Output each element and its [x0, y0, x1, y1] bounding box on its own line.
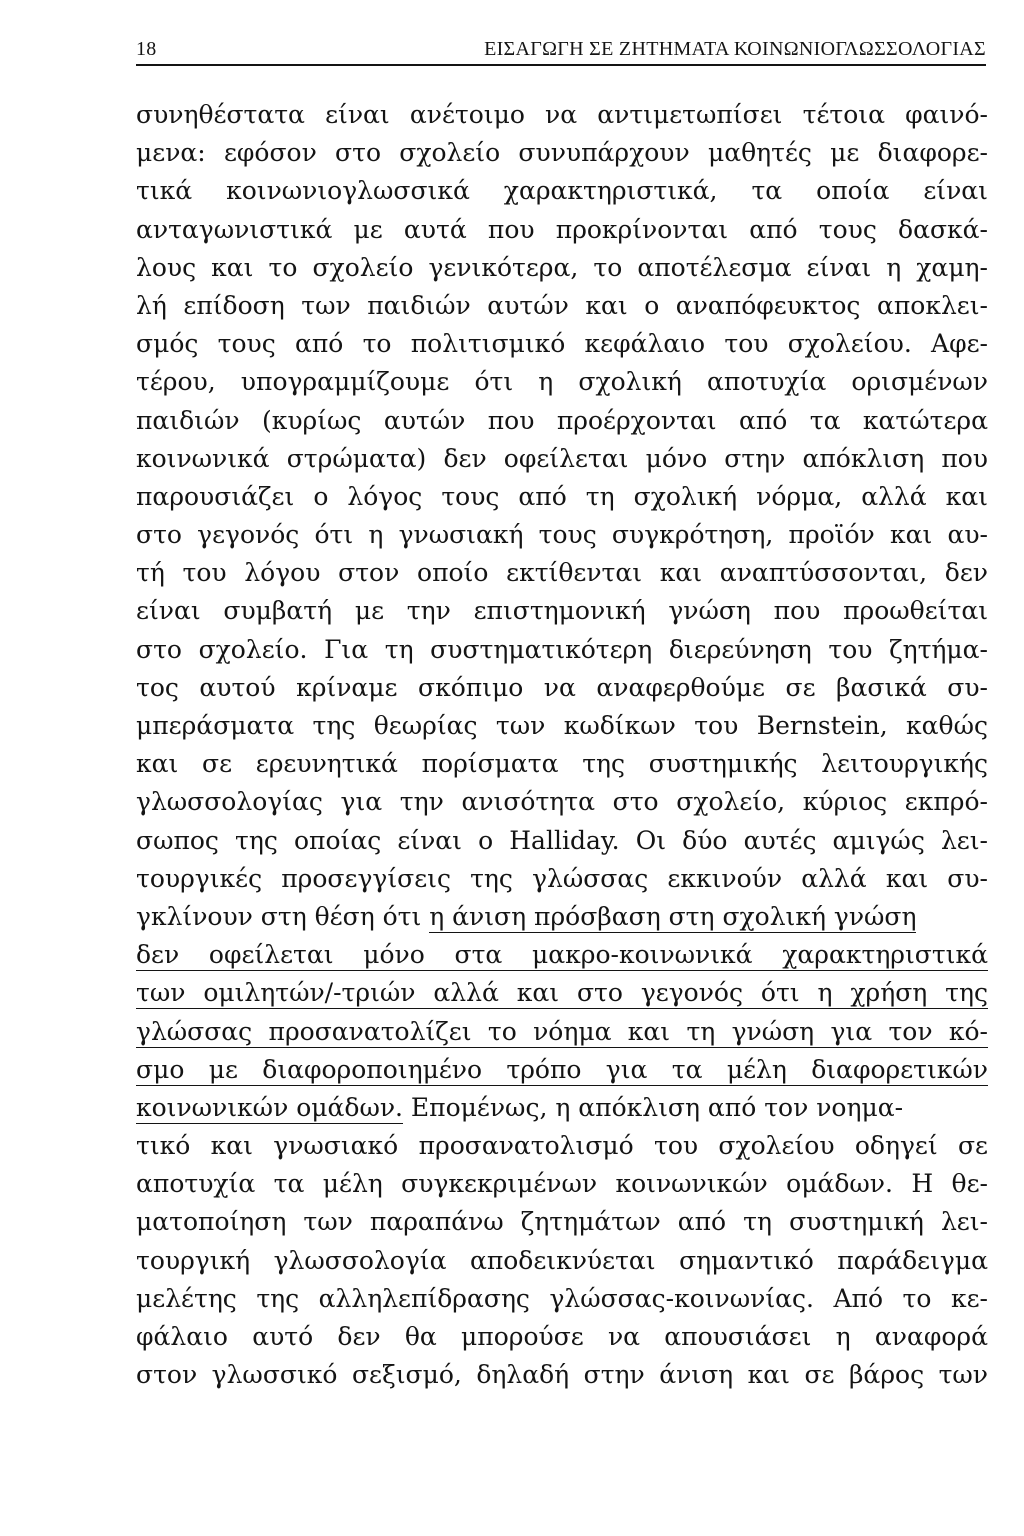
text-line-partially-underlined	[136, 1089, 988, 1127]
underlined-text: των ομιλητών/-τριών αλλά και στο γεγονός ότι η χρήση της	[136, 978, 988, 1008]
text-line: κοινωνικά στρώματα) δεν οφείλεται μόνο στην απόκλιση που	[136, 443, 988, 473]
text-line: τουργικές προσεγγίσεις της γλώσσας εκκινούν αλλά και συ-	[136, 863, 988, 893]
text-line: ανταγωνιστικά με αυτά που προκρίνονται από τους δασκά-	[136, 214, 988, 244]
text-line: λή επίδοση των παιδιών αυτών και ο αναπόφευκτος αποκλει-	[136, 290, 988, 320]
underlined-text: κοινωνικών ομάδων.	[136, 1092, 403, 1122]
text-line: τουργική γλωσσολογία αποδεικνύεται σημαντικό παράδειγμα	[136, 1245, 988, 1275]
text-line: τέρου, υπογραμμίζουμε ότι η σχολική αποτυχία ορισμένων	[136, 367, 988, 397]
text-line: είναι συμβατή με την επιστημονική γνώση που προωθείται	[136, 596, 988, 626]
text-line: μενα: εφόσον στο σχολείο συνυπάρχουν μαθητές με διαφορε-	[136, 138, 988, 168]
text-line: λους και το σχολείο γενικότερα, το αποτέλεσμα είναι η χαμη-	[136, 252, 988, 282]
page-number: 18	[136, 38, 157, 60]
text-line-underlined	[136, 1051, 988, 1089]
text-line: γλωσσολογίας για την ανισότητα στο σχολείο, κύριος εκπρό-	[136, 787, 988, 817]
body-paragraph	[136, 96, 988, 1394]
text-line: τος αυτού κρίναμε σκόπιμο να αναφερθούμε σε βασικά συ-	[136, 672, 988, 702]
text-line: στο σχολείο. Για τη συστηματικότερη διερεύνηση του ζητήμα-	[136, 634, 988, 664]
text-line: σμός τους από το πολιτισμικό κεφάλαιο του σχολείου. Αφε-	[136, 329, 988, 359]
underlined-text: δεν οφείλεται μόνο στα μακρο-κοινωνικά χαρακτηριστικά	[136, 940, 988, 970]
text-line: σωπος της οποίας είναι ο Halliday. Οι δύο αυτές αμιγώς λει-	[136, 825, 988, 855]
underlined-text: γλώσσας προσανατολίζει το νόημα και τη γνώση για τον κό-	[136, 1016, 988, 1046]
text-line: παιδιών (κυρίως αυτών που προέρχονται από τα κατώτερα	[136, 405, 988, 435]
text-line: αποτυχία τα μέλη συγκεκριμένων κοινωνικών ομάδων. Η θε-	[136, 1169, 988, 1199]
text-line: τή του λόγου στον οποίο εκτίθενται και αναπτύσσονται, δεν	[136, 558, 988, 588]
text-line: μελέτης της αλληλεπίδρασης γλώσσας-κοινωνίας. Από το κε-	[136, 1283, 988, 1313]
text-line: τικά κοινωνιογλωσσικά χαρακτηριστικά, τα οποία είναι	[136, 176, 988, 206]
text-line: στο γεγονός ότι η γνωσιακή τους συγκρότηση, προϊόν και αυ-	[136, 520, 988, 550]
text-line-partially-underlined	[136, 898, 988, 936]
text-line-underlined	[136, 974, 988, 1012]
running-title: ΕΙΣΑΓΩΓΗ ΣΕ ΖΗΤΗΜΑΤΑ ΚΟΙΝΩΝΙΟΓΛΩΣΣΟΛΟΓΙΑΣ	[484, 38, 986, 60]
underlined-text: σμο με διαφοροποιημένο τρόπο για τα μέλη διαφορετικών	[136, 1054, 988, 1084]
text-line: τικό και γνωσιακό προσανατολισμό του σχολείου οδηγεί σε	[136, 1131, 988, 1161]
running-head	[136, 34, 986, 66]
text-line: φάλαιο αυτό δεν θα μπορούσε να απουσιάσει η αναφορά	[136, 1322, 988, 1351]
text-line-underlined	[136, 1013, 988, 1051]
text-line: παρουσιάζει ο λόγος τους από τη σχολική νόρμα, αλλά και	[136, 481, 988, 511]
text-line: μπεράσματα της θεωρίας των κωδίκων του Bernstein, καθώς	[136, 711, 988, 740]
text-fragment: γκλίνουν στη θέση ότι	[136, 901, 430, 931]
book-page	[136, 0, 988, 1536]
text-line: στον γλωσσικό σεξισμό, δηλαδή στην άνιση και σε βάρος των	[136, 1360, 988, 1390]
text-line: και σε ερευνητικά πορίσματα της συστημικής λειτουργικής	[136, 749, 988, 779]
text-line: ματοποίηση των παραπάνω ζητημάτων από τη συστημική λει-	[136, 1207, 988, 1237]
text-fragment: Επομένως, η απόκλιση από τον νοημα-	[402, 1092, 904, 1122]
text-line: συνηθέστατα είναι ανέτοιμο να αντιμετωπίσει τέτοια φαινό-	[136, 100, 988, 129]
text-line-underlined	[136, 936, 988, 974]
underlined-text: η άνιση πρόσβαση στη σχολική γνώση	[429, 901, 917, 931]
